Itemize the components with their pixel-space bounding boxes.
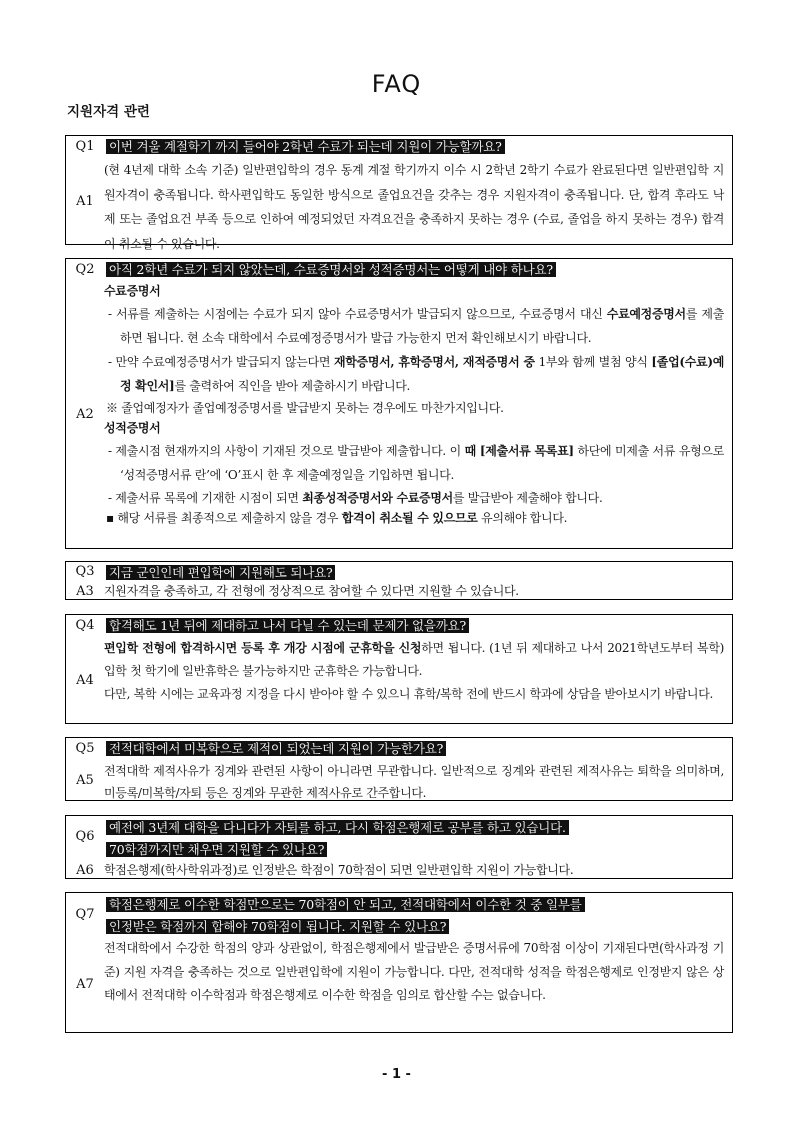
question-text-line1: 학점은행제로 이수한 학점만으로는 70학점이 안 되고, 전적대학에서 이수한 것 중 일부를 (106, 897, 585, 912)
question-text-line2: 70학점까지만 채우면 지원할 수 있나요? (106, 842, 327, 857)
question-text: 이번 겨울 계절학기 까지 들어야 2학년 수료가 되는데 지원이 가능할까요? (106, 139, 505, 154)
bullet-item: - 서류를 제출하는 시점에는 수료가 되지 않아 수료증명서가 발급되지 않으므로, 수료증명서 대신 수료예정증명서를 제출하면 됩니다. 현 소속 대학에서 수료예정증명서가 발급 가능한지 먼저 확인해보시기 바랍니다. (108, 307, 724, 345)
bullet-item: - 제출시점 현재까지의 사항이 기재된 것으로 발급받아 제출합니다. 이 때 [제출서류 목록표] 하단에 미제출 서류 유형으로 ‘성적증명서류 란’에 ‘O’표시 한 후 제출예정일을 기입하면 됩니다. (108, 444, 724, 482)
faq-item-q6 (65, 815, 733, 879)
question-label: Q6 (75, 829, 95, 844)
answer-label: A1 (76, 194, 94, 209)
question-text: 전적대학에서 미복학으로 제적이 되었는데 지원이 가능한가요? (106, 741, 446, 756)
bullet-item: - 제출서류 목록에 기재한 시점이 되면 최종성적증명서와 수료증명서를 발급받아 제출해야 합니다. (108, 491, 603, 505)
note: ※ 졸업예정자가 졸업예정증명서를 발급받지 못하는 경우에도 마찬가지입니다. (106, 401, 504, 415)
faq-item-q3 (65, 561, 733, 600)
question-label: Q3 (75, 564, 95, 579)
question-label: Q4 (75, 618, 95, 633)
answer-text: 편입학 전형에 합격하시면 등록 후 개강 시점에 군휴학을 신청하면 됩니다. (1년 뒤 제대하고 나서 2021학년도부터 복학) 입학 첫 학기에 일반휴학은 불가능하지만 군휴학은 가능합니다. (104, 641, 724, 678)
question-label: Q5 (75, 741, 95, 756)
answer-label: A2 (76, 407, 94, 422)
answer-text: 전적대학에서 수강한 학점의 양과 상관없이, 학점은행제에서 발급받은 증명서류에 70학점 이상이 기재된다면(학사과정 기준) 지원 자격을 충족하는 것으로 일반편입학에 지원이 가능합니다. 다만, 전적대학 성적을 학점은행제로 인정받지 않은 상태에서 전적대학 이수학점과 학점은행제로 이수한 학점을 임의로 합산할 수는 없습니다. (104, 941, 724, 1002)
subheading-completion-certificate: 수료증명서 (104, 284, 161, 298)
question-text-line1: 예전에 3년제 대학을 다니다가 자퇴를 하고, 다시 학점은행제로 공부를 하고 있습니다. (106, 820, 569, 835)
answer-text-2: 다만, 복학 시에는 교육과정 지정을 다시 받아야 할 수 있으니 휴학/복학 전에 반드시 학과에 상담을 받아보시기 바랍니다. (104, 687, 714, 701)
page-title: FAQ (371, 70, 422, 98)
answer-text: 전적대학 제적사유가 징계와 관련된 사항이 아니라면 무관합니다. 일반적으로 징계와 관련된 제적사유는 퇴학을 의미하며, 미등록/미복학/자퇴 등은 징계와 무관한 제적사유로 간주합니다. (104, 764, 724, 800)
answer-label: A7 (76, 977, 94, 992)
faq-item-q7 (65, 892, 733, 1033)
answer-label: A3 (76, 583, 94, 599)
question-text: 아직 2학년 수료가 되지 않았는데, 수료증명서와 성적증명서는 어떻게 내야 하나요? (106, 262, 556, 277)
faq-item-q2 (65, 258, 733, 549)
page-number: - 1 - (382, 1067, 411, 1082)
faq-item-q1 (65, 135, 733, 251)
section-title: 지원자격 관련 (67, 104, 150, 120)
warning-note: ▪ 해당 서류를 최종적으로 제출하지 않을 경우 합격이 취소될 수 있으므로 유의해야 합니다. (106, 511, 568, 525)
question-label: Q7 (75, 907, 95, 922)
answer-text: 학점은행제(학사학위과정)로 인정받은 학점이 70학점이 되면 일반편입학 지원이 가능합니다. (104, 863, 574, 877)
answer-text: 지원자격을 충족하고, 각 전형에 정상적으로 참여할 수 있다면 지원할 수 있습니다. (104, 584, 519, 598)
answer-label: A6 (76, 863, 94, 878)
question-text-line2: 인정받은 학점까지 합해야 70학점이 됩니다. 지원할 수 있나요? (106, 919, 449, 934)
question-text: 지금 군인인데 편입학에 지원해도 되나요? (106, 565, 335, 580)
faq-item-q4 (65, 614, 733, 724)
bullet-item: - 만약 수료예정증명서가 발급되지 않는다면 재학증명서, 휴학증명서, 재적증명서 중 1부와 함께 별첨 양식 [졸업(수료)예정 확인서]를 출력하여 직인을 받아 제출하시기 바랍니다. (108, 355, 724, 393)
subheading-transcript: 성적증명서 (104, 421, 161, 435)
answer-label: A5 (76, 772, 94, 788)
faq-item-q5 (65, 737, 733, 801)
answer-label: A4 (76, 673, 94, 688)
question-label: Q2 (75, 262, 95, 277)
question-text: 합격해도 1년 뒤에 제대하고 나서 다닐 수 있는데 문제가 없을까요? (106, 618, 469, 633)
answer-text: (현 4년제 대학 소속 기준) 일반편입학의 경우 동계 계절 학기까지 이수 시 2학년 2학기 수료가 완료된다면 일반편입학 지원자격이 충족됩니다. 학사편입학도 동일한 방식으로 졸업요건을 갖추는 경우 지원자격이 충족됩니다. 단, 합격 후라도 낙제 또는 졸업요건 부족 등으로 인하여 예정되었던 자격요건을 충족하지 못하는 경우 (수료, 졸업을 하지 못하는 경우) 합격이 취소될 수 있습니다. (104, 163, 724, 251)
question-label: Q1 (75, 139, 95, 154)
